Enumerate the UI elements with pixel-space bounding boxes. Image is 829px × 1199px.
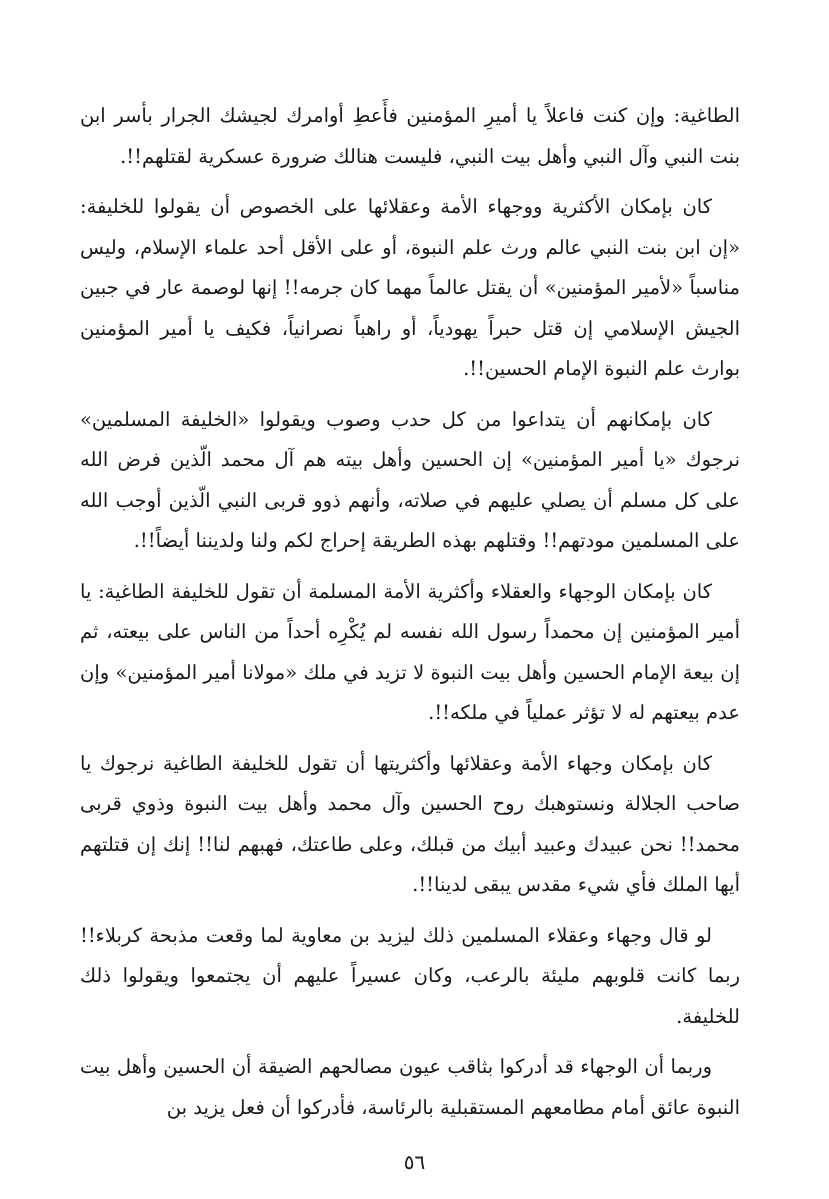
paragraph: كان بإمكان الأكثرية ووجهاء الأمة وعقلائها على الخصوص أن يقولوا للخليفة: «إن ابن بنت النبي عالم ورث علم النبوة، أو على الأقل أحد علماء الإسلام، وليس مناسباً «لأمير المؤمنين» أن يقتل عالماً مهما كان جرمه!! إنها لوصمة عار في جبين الجيش الإسلامي إن قتل حبراً يهودياً، أو راهباً نصرانياً، فكيف يا أمير المؤمنين بوارث علم النبوة الإمام الحسين!!. (80, 195, 740, 380)
page-body (80, 96, 740, 1138)
paragraph: كان بإمكانهم أن يتداعوا من كل حدب وصوب ويقولوا «الخليفة المسلمين» نرجوك «يا أمير المؤمنين» إن الحسين وأهل بيته هم آل محمد الّذين فرض الله على كل مسلم أن يصلي عليهم في صلاته، وأنهم ذوو قربى النبي الّذين أوجب الله على المسلمين مودتهم!! وقتلهم بهذه الطريقة إحراج لكم ولنا ولديننا أيضاً!!. (80, 407, 740, 552)
paragraph: لو قال وجهاء وعقلاء المسلمين ذلك ليزيد بن معاوية لما وقعت مذبحة كربلاء!! ربما كانت قلوبهم مليئة بالرعب، وكان عسيراً عليهم أن يجتمعوا ويقولوا ذلك للخليفة. (80, 923, 740, 1028)
paragraph: كان بإمكان الوجهاء والعقلاء وأكثرية الأمة المسلمة أن تقول للخليفة الطاغية: يا أمير المؤمنين إن محمداً رسول الله نفسه لم يُكْرِه أحداً من الناس على بيعته، ثم إن بيعة الإمام الحسين وأهل بيت النبوة لا تزيد في ملك «مولانا أمير المؤمنين» وإن عدم بيعتهم له لا تؤثر عملياً في ملكه!!. (80, 579, 740, 724)
paragraph: الطاغية: وإن كنت فاعلاً يا أميرِ المؤمنين فأَعطِ أوامرك لجيشك الجرار بأسر ابن بنت النبي وآل النبي وأهل بيت النبي، فليست هنالك ضرورة عسكرية لقتلهم!!. (80, 104, 740, 168)
paragraph: كان بإمكان وجهاء الأمة وعقلائها وأكثريتها أن تقول للخليفة الطاغية نرجوك يا صاحب الجلالة ونستوهبك روح الحسين وآل محمد وأهل بيت النبوة وذوي قربى محمد!! نحن عبيدك وعبيد أبيك من قبلك، وعلى طاعتك، فهبهم لنا!! إنك إن قتلتهم أيها الملك فأي شيء مقدس يبقى لدينا!!. (80, 751, 740, 896)
paragraph: وربما أن الوجهاء قد أدركوا بثاقب عيون مصالحهم الضيقة أن الحسين وأهل بيت النبوة عائق أمام مطامعهم المستقبلية بالرئاسة، فأدركوا أن فعل يزيد بن (80, 1055, 740, 1119)
page-number: ٥٦ (403, 1150, 426, 1174)
